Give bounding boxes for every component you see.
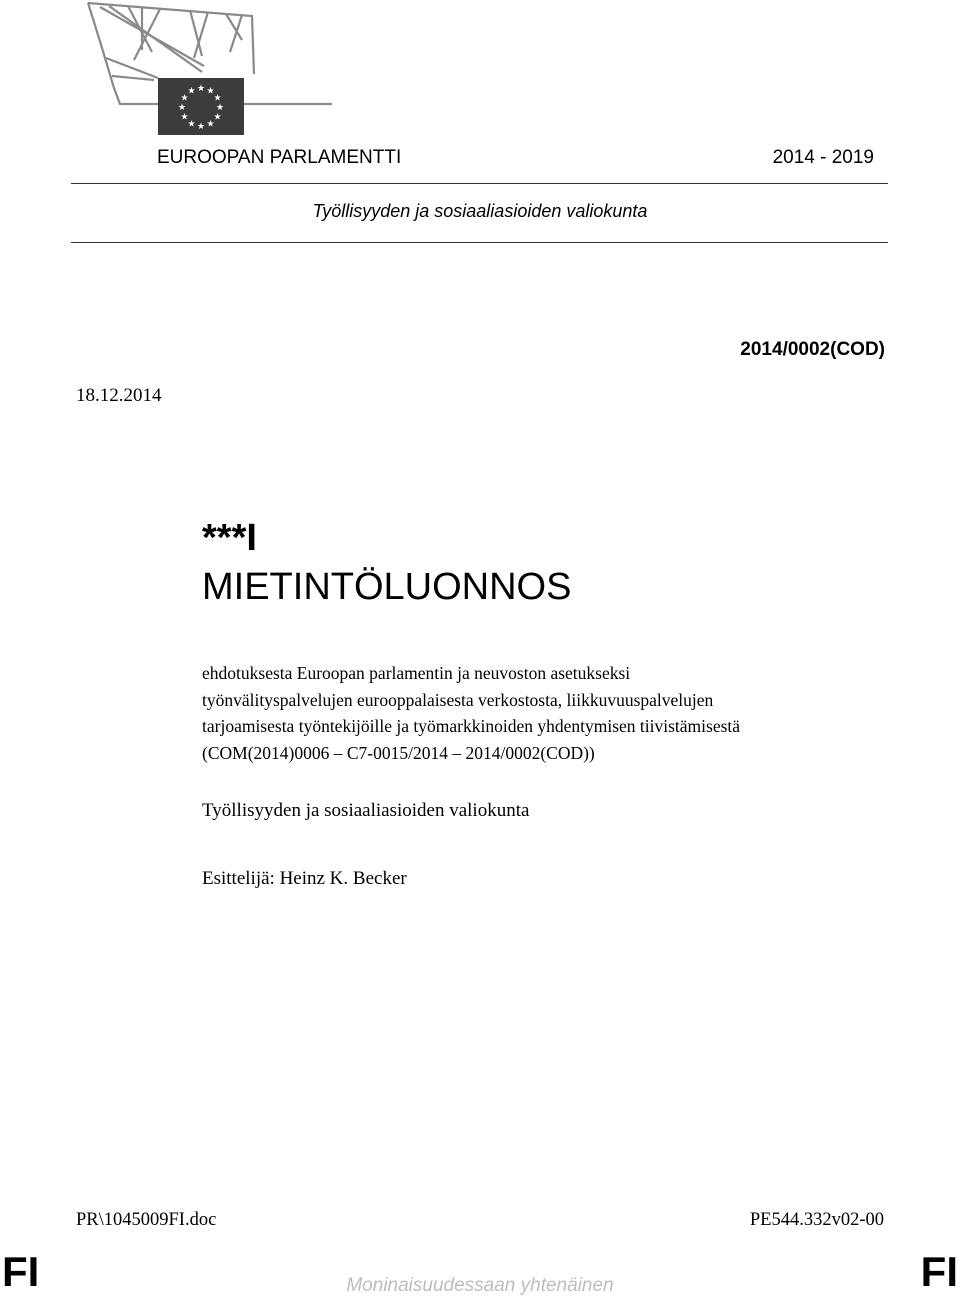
header-divider-bottom [71,242,888,243]
svg-text:★: ★ [177,103,187,113]
svg-text:★: ★ [213,112,222,123]
subject-line: tarjoamisesta työntekijöille ja työmarkkinoiden yhdentymisen tiivistämisestä [202,716,741,736]
svg-text:★: ★ [187,119,196,130]
svg-text:★: ★ [196,122,206,132]
header-divider [71,183,888,184]
svg-text:★: ★ [206,119,215,130]
language-code-left: FI [2,1248,40,1295]
document-date: 18.12.2014 [76,385,162,406]
document-type-title: MIETINTÖLUONNOS [202,566,572,608]
svg-text:★: ★ [206,86,215,97]
subject-line: ehdotuksesta Euroopan parlamentin ja neuvoston asetukseksi [202,663,631,683]
svg-text:★: ★ [180,93,189,104]
rapporteur: Esittelijä: Heinz K. Becker [202,868,407,889]
procedure-number: 2014/0002(COD) [740,339,885,360]
svg-text:★: ★ [215,103,225,113]
eu-motto: Moninaisuudessaan yhtenäinen [346,1275,614,1296]
document-file-name: PR\1045009FI.doc [76,1210,217,1230]
procedure-stars: ***I [202,517,257,559]
svg-text:★: ★ [187,86,196,97]
subject-line: (COM(2014)0006 – C7-0015/2014 – 2014/0002(COD)) [202,742,595,763]
document-subject [202,660,902,766]
document-reference: PE544.332v02-00 [749,1210,884,1230]
committee-header: Työllisyyden ja sosiaaliasioiden valiokunta [312,201,648,221]
subject-line: työnvälityspalvelujen eurooppalaisesta verkostosta, liikkuvuuspalvelujen [202,689,714,710]
svg-text:★: ★ [180,112,189,123]
european-parliament-logo-icon [82,0,334,136]
language-code-right: FI [920,1248,958,1295]
committee-name: Työllisyyden ja sosiaaliasioiden valiokunta [202,800,530,821]
svg-text:★: ★ [196,84,206,94]
parliamentary-term: 2014 - 2019 [772,147,874,168]
institution-name: EUROOPAN PARLAMENTTI [157,147,402,168]
svg-text:★: ★ [213,93,222,104]
